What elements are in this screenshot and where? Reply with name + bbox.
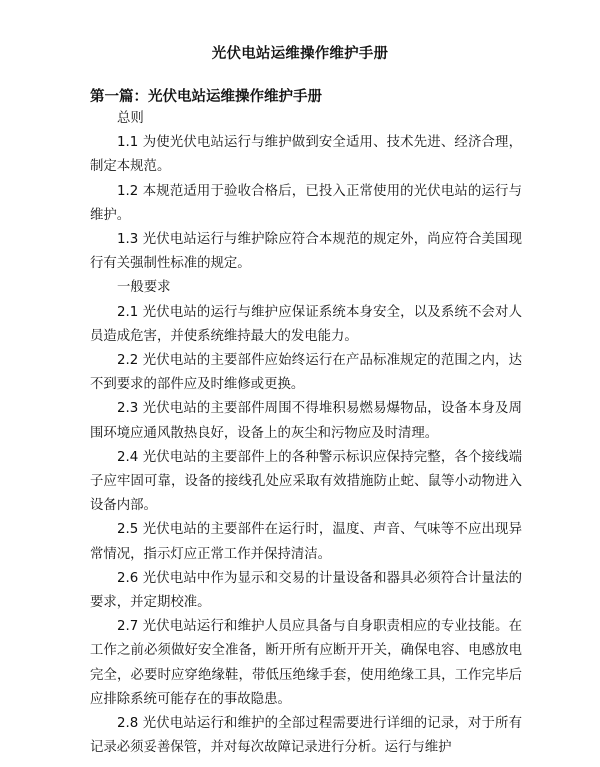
document-title: 光伏电站运维操作维护手册	[211, 46, 389, 62]
paragraph-2-2: 2.2 光伏电站的主要部件应始终运行在产品标准规定的范围之内，达不到要求的部件应及时维修或更换。	[90, 353, 522, 393]
paragraph-2-1: 2.1 光伏电站的运行与维护应保证系统本身安全，以及系统不会对人员造成危害，并使系统维持最大的发电能力。	[90, 304, 522, 344]
paragraph-2-6: 2.6 光伏电站中作为显示和交易的计量设备和器具必须符合计量法的要求，并定期校准。	[90, 570, 522, 611]
section-title: 第一篇：光伏电站运维操作维护手册	[90, 89, 322, 105]
paragraph-1-2: 1.2 本规范适用于验收合格后，已投入正常使用的光伏电站的运行与维护。	[90, 183, 522, 223]
paragraph-1-3: 1.3 光伏电站运行与维护除应符合本规范的规定外，尚应符合美国现行有关强制性标准的规定。	[90, 232, 522, 272]
paragraph-2-7: 2.7 光伏电站运行和维护人员应具备与自身职责相应的专业技能。在工作之前必须做好安全准备，断开所有应断开开关，确保电容、电感放电完全，必要时应穿绝缘鞋，带低压绝缘手套，使用绝缘工具，工作完毕后应排除系统可能存在的事故隐患。	[90, 619, 522, 707]
paragraph-2-5: 2.5 光伏电站的主要部件在运行时，温度、声音、气味等不应出现异常情况，指示灯应正常工作并保持清洁。	[90, 522, 522, 562]
paragraph-2-8: 2.8 光伏电站运行和维护的全部过程需要进行详细的记录，对于所有记录必须妥善保管，并对每次故障记录进行分析。运行与维护	[90, 716, 522, 756]
document-body	[90, 107, 522, 760]
paragraph-2-3: 2.3 光伏电站的主要部件周围不得堆积易燃易爆物品，设备本身及周围环境应通风散热良好，设备上的灰尘和污物应及时清理。	[90, 401, 522, 441]
paragraph-1-1: 1.1 为使光伏电站运行与维护做到安全适用、技术先进、经济合理，制定本规范。	[90, 135, 522, 175]
heading-general-requirements: 一般要求	[117, 280, 171, 296]
heading-general-principles: 总则	[117, 111, 144, 126]
paragraph-2-4: 2.4 光伏电站的主要部件上的各种警示标识应保持完整，各个接线端子应牢固可靠，设备的接线孔处应采取有效措施防止蛇、鼠等小动物进入设备内部。	[90, 449, 522, 514]
